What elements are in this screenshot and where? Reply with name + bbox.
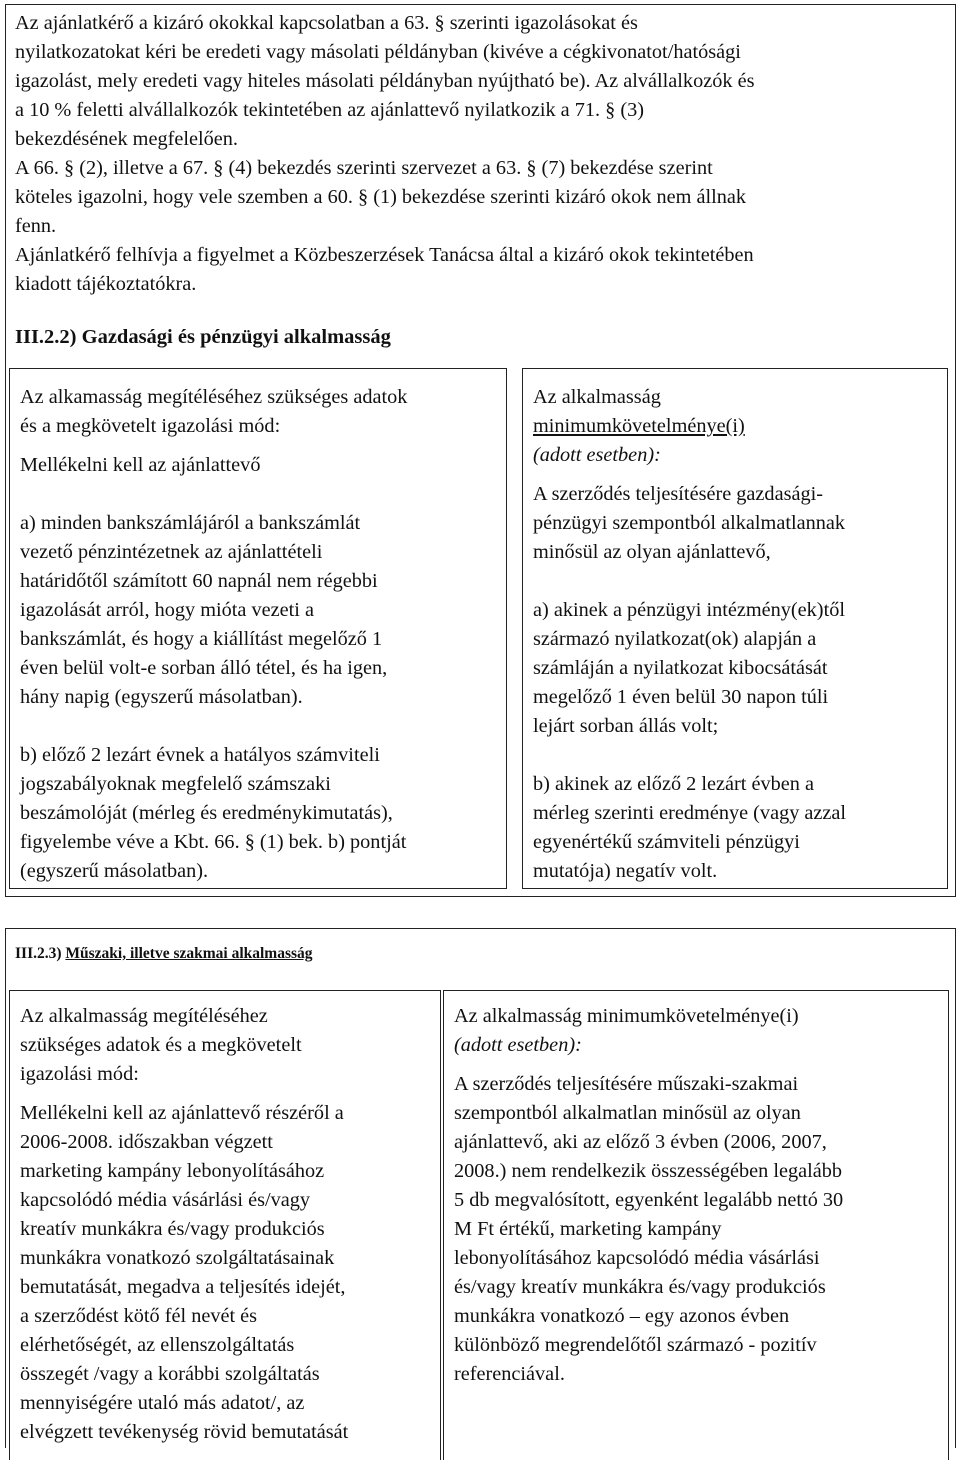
item-a-line: igazolását arról, hogy mióta vezeti a [20,599,314,621]
technical-professional-heading [15,945,313,963]
column-header-line: szükséges adatok és a megkövetelt [20,1034,302,1056]
text-line: Az ajánlatkérő a kizáró okokkal kapcsolatban a 63. § szerinti igazolásokat és [15,12,638,34]
text-line: köteles igazolni, hogy vele szemben a 60. § (1) bekezdése szerinti kizáró okok nem állnak [15,186,746,208]
text-line: fenn. [15,215,57,237]
body-line: Mellékelni kell az ajánlattevő részéről a [20,1102,344,1124]
body-line: ajánlattevő, aki az előző 3 évben (2006, 2007, [454,1131,827,1153]
technical-evidence-column [9,990,441,1460]
item-a-line: hány napig (egyszerű másolatban). [20,686,303,708]
body-line: és/vagy kreatív munkákra és/vagy produkciós [454,1276,826,1298]
column-header-line: Az alkamasság megítéléséhez szükséges adatok [20,386,408,408]
exclusion-grounds-text [15,9,950,299]
item-a-line: bankszámlát, és hogy a kiállítást megelőző 1 [20,628,383,650]
text-line: kiadott tájékoztatókra. [15,273,197,295]
item-a-line: éven belül volt-e sorban álló tétel, és ha igen, [20,657,388,679]
body-line: elérhetőségét, az ellenszolgáltatás [20,1334,295,1356]
body-line: bemutatását, megadva a teljesítés idejét, [20,1276,346,1298]
column-header-line: igazolási mód: [20,1063,139,1085]
intro-line: A szerződés teljesítésére gazdasági- [533,483,823,505]
body-line: a szerződést kötő fél nevét és [20,1305,258,1327]
text-line: bekezdésének megfelelően. [15,128,238,150]
column-header-line: Az alkalmasság minimumkövetelménye(i) [454,1005,799,1027]
body-line: kreatív munkákra és/vagy produkciós [20,1218,325,1240]
item-b-line: figyelembe véve a Kbt. 66. § (1) bek. b) pontját [20,831,407,853]
body-line: M Ft értékű, marketing kampány [454,1218,722,1240]
item-a-line: lejárt sorban állás volt; [533,715,719,737]
column-header-line: minimumkövetelménye(i) [533,415,745,437]
body-line: különböző megrendelőtől származó - pozitív [454,1334,817,1356]
item-b-line: b) előző 2 lezárt évnek a hatályos számviteli [20,744,380,766]
body-line: összegét /vagy a korábbi szolgáltatás [20,1363,320,1385]
body-line: lebonyolításához kapcsolódó média vásárlási [454,1247,820,1269]
intro-line: pénzügyi szempontból alkalmatlannak [533,512,846,534]
column-header-italic: (adott esetben): [533,444,661,466]
item-b-line: beszámolóját (mérleg és eredménykimutatás), [20,802,393,824]
item-b-line: (egyszerű másolatban). [20,860,209,882]
economic-financial-heading: III.2.2) Gazdasági és pénzügyi alkalmasság [15,326,391,348]
technical-professional-section [5,928,956,1448]
heading-number: III.2.3) [15,945,66,962]
body-line: A szerződés teljesítésére műszaki-szakmai [454,1073,799,1095]
item-a-line: a) minden bankszámlájáról a bankszámlát [20,512,361,534]
body-line: szempontból alkalmatlan minősül az olyan [454,1102,801,1124]
item-b-line: mérleg szerinti eredménye (vagy azzal [533,802,847,824]
item-a-line: határidőtől számított 60 napnál nem régebbi [20,570,378,592]
item-b-line: mutatója) negatív volt. [533,860,718,882]
body-line: munkákra vonatkozó – egy azonos évben [454,1305,790,1327]
text-line: a 10 % feletti alvállalkozók tekintetében az ajánlattevő nyilatkozik a 71. § (3) [15,99,645,121]
text-line: nyilatkozatokat kéri be eredeti vagy másolati példányban (kivéve a cégkivonatot/hatósági [15,41,741,63]
text-line: A 66. § (2), illetve a 67. § (4) bekezdés szerinti szervezet a 63. § (7) bekezdése szerint [15,157,713,179]
text-line: Ajánlatkérő felhívja a figyelmet a Közbeszerzések Tanácsa által a kizáró okok tekintetében [15,244,754,266]
column-header-line: Az alkalmasság [533,386,661,408]
body-line: elvégzett tevékenység rövid bemutatását [20,1421,349,1443]
intro-line: minősül az olyan ajánlattevő, [533,541,771,563]
item-a-line: származó nyilatkozat(ok) alapján a [533,628,817,650]
exclusion-grounds-section [5,4,956,897]
item-b-line: jogszabályoknak megfelelő számszaki [20,773,331,795]
economic-requirements-column [522,368,948,889]
body-line: mennyiségére utaló más adatot/, az [20,1392,305,1414]
item-a-line: számláján a nyilatkozat kibocsátását [533,657,828,679]
body-line: 5 db megvalósított, egyenként legalább nettó 30 [454,1189,844,1211]
item-a-line: vezető pénzintézetnek az ajánlattételi [20,541,323,563]
body-line: 2006-2008. időszakban végzett [20,1131,273,1153]
body-line: marketing kampány lebonyolításához [20,1160,325,1182]
item-b-line: egyenértékű számviteli pénzügyi [533,831,800,853]
item-a-line: megelőző 1 éven belül 30 napon túli [533,686,829,708]
body-line: munkákra vonatkozó szolgáltatásainak [20,1247,335,1269]
column-header-line: Az alkalmasság megítéléséhez [20,1005,268,1027]
body-line: kapcsolódó média vásárlási és/vagy [20,1189,311,1211]
technical-requirements-column [443,990,949,1460]
heading-title: Műszaki, illetve szakmai alkalmasság [65,945,313,962]
text-line: igazolást, mely eredeti vagy hiteles másolati példányban nyújtható be). Az alvállalkozók és [15,70,755,92]
column-header-line: és a megkövetelt igazolási mód: [20,415,281,437]
intro-line: Mellékelni kell az ajánlattevő [20,454,261,476]
body-line: referenciával. [454,1363,565,1385]
item-a-line: a) akinek a pénzügyi intézmény(ek)től [533,599,845,621]
column-header-italic: (adott esetben): [454,1034,582,1056]
economic-evidence-column [9,368,507,889]
item-b-line: b) akinek az előző 2 lezárt évben a [533,773,814,795]
body-line: 2008.) nem rendelkezik összességében legalább [454,1160,843,1182]
